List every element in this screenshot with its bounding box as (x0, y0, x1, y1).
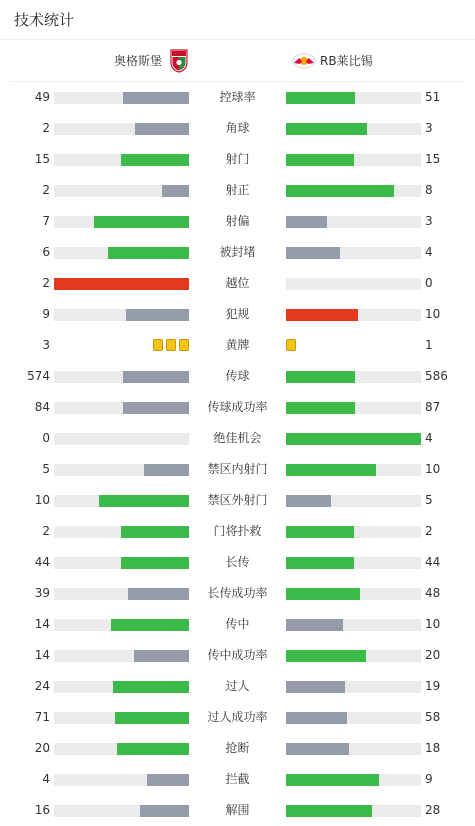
home-bar-track (54, 743, 189, 755)
stat-label: 传球成功率 (207, 400, 268, 414)
home-bar-track (54, 464, 189, 476)
away-bar-fill (286, 650, 366, 662)
away-bar-fill (286, 185, 394, 197)
stat-row (0, 268, 475, 299)
away-bar-fill (286, 712, 347, 724)
away-bar-track (286, 371, 421, 383)
away-stat-value: 20 (425, 648, 441, 662)
home-stat-value: 574 (27, 369, 50, 383)
stat-label: 过人 (225, 679, 250, 693)
home-bar-fill (54, 278, 189, 290)
away-bar-fill (286, 681, 345, 693)
away-bar-track (286, 123, 421, 135)
stat-row (0, 299, 475, 330)
stat-label: 拦截 (225, 772, 250, 786)
home-bar-fill (121, 557, 189, 569)
away-bar-track (286, 805, 421, 817)
home-stat-value: 0 (42, 431, 50, 445)
home-stat-value: 15 (34, 152, 50, 166)
away-stat-value: 44 (425, 555, 441, 569)
home-bar-fill (99, 495, 189, 507)
away-team-name: RB莱比锡 (320, 54, 373, 68)
away-bar-fill (286, 526, 354, 538)
stat-row (0, 361, 475, 392)
home-bar-track (54, 402, 189, 414)
home-team[interactable] (114, 40, 188, 81)
home-stat-value: 39 (34, 586, 50, 600)
away-stat-value: 2 (425, 524, 433, 538)
yellow-card-icon (166, 339, 176, 351)
yellow-card-icon (286, 339, 296, 351)
stat-row (0, 609, 475, 640)
away-bar-fill (286, 774, 379, 786)
away-bar-track (286, 526, 421, 538)
home-stat-value: 6 (42, 245, 50, 259)
stat-label: 抢断 (225, 741, 250, 755)
home-bar-fill (135, 123, 189, 135)
stat-row (0, 330, 475, 361)
home-bar-track (54, 774, 189, 786)
away-bar-track (286, 185, 421, 197)
stat-row (0, 423, 475, 454)
stat-label: 绝佳机会 (213, 431, 262, 445)
home-stat-value: 14 (34, 648, 50, 662)
away-bar-fill (286, 371, 355, 383)
home-bar-track (54, 92, 189, 104)
home-stat-value: 84 (34, 400, 50, 414)
away-bar-track (286, 743, 421, 755)
away-bar-track (286, 557, 421, 569)
teams-header (10, 40, 465, 82)
header (0, 0, 475, 40)
home-stat-value: 24 (34, 679, 50, 693)
home-stat-value: 2 (42, 121, 50, 135)
home-bar-fill (134, 650, 189, 662)
away-bar-track (286, 712, 421, 724)
stat-label: 射正 (225, 183, 250, 197)
away-stat-value: 586 (425, 369, 448, 383)
home-bar-fill (140, 805, 189, 817)
stat-row (0, 578, 475, 609)
home-bar-fill (126, 309, 189, 321)
home-stat-value: 16 (34, 803, 50, 817)
stat-label: 传中成功率 (207, 648, 268, 662)
home-bar-track (54, 247, 189, 259)
away-bar-fill (286, 433, 421, 445)
stat-label: 长传成功率 (207, 586, 268, 600)
away-bar-track (286, 247, 421, 259)
stat-row (0, 485, 475, 516)
stat-row (0, 206, 475, 237)
away-bar-track (286, 495, 421, 507)
away-stat-value: 5 (425, 493, 433, 507)
home-stat-value: 4 (42, 772, 50, 786)
away-team[interactable] (292, 40, 373, 81)
stat-label: 角球 (225, 121, 250, 135)
home-bar-track (54, 681, 189, 693)
yellow-card-icon (153, 339, 163, 351)
home-bar-fill (128, 588, 189, 600)
home-stat-value: 2 (42, 183, 50, 197)
away-bar-track (286, 433, 421, 445)
away-stat-value: 4 (425, 245, 433, 259)
stat-row (0, 516, 475, 547)
home-cards (153, 339, 189, 352)
stat-label: 传中 (225, 617, 250, 631)
away-stat-value: 3 (425, 214, 433, 228)
home-bar-fill (117, 743, 189, 755)
home-stat-value: 14 (34, 617, 50, 631)
away-stat-value: 58 (425, 710, 441, 724)
home-bar-track (54, 619, 189, 631)
away-bar-track (286, 588, 421, 600)
away-bar-track (286, 464, 421, 476)
stat-label: 长传 (225, 555, 250, 569)
home-bar-track (54, 216, 189, 228)
stat-row (0, 547, 475, 578)
augsburg-crest-icon (170, 49, 188, 73)
home-bar-track (54, 557, 189, 569)
away-stat-value: 15 (425, 152, 441, 166)
stat-row (0, 671, 475, 702)
away-stat-value: 1 (425, 338, 433, 352)
stat-row (0, 733, 475, 764)
stat-label: 射偏 (225, 214, 250, 228)
away-bar-track (286, 92, 421, 104)
home-bar-track (54, 588, 189, 600)
away-stat-value: 48 (425, 586, 441, 600)
away-bar-track (286, 216, 421, 228)
stat-label: 被封堵 (219, 245, 256, 259)
away-stat-value: 4 (425, 431, 433, 445)
away-bar-fill (286, 557, 354, 569)
away-stat-value: 51 (425, 90, 441, 104)
away-bar-track (286, 278, 421, 290)
away-bar-track (286, 774, 421, 786)
stat-row (0, 640, 475, 671)
home-bar-fill (108, 247, 189, 259)
home-bar-fill (123, 92, 189, 104)
home-team-name: 奥格斯堡 (114, 54, 163, 68)
away-bar-track (286, 650, 421, 662)
away-bar-fill (286, 805, 372, 817)
away-bar-fill (286, 309, 358, 321)
away-bar-fill (286, 495, 331, 507)
away-stat-value: 10 (425, 462, 441, 476)
stat-row (0, 764, 475, 795)
stat-label: 控球率 (219, 90, 256, 104)
page-title: 技术统计 (14, 11, 75, 29)
stat-row (0, 175, 475, 206)
home-stat-value: 3 (42, 338, 50, 352)
home-stat-value: 2 (42, 276, 50, 290)
away-stat-value: 18 (425, 741, 441, 755)
home-bar-track (54, 123, 189, 135)
stat-label: 犯规 (225, 307, 250, 321)
away-stat-value: 87 (425, 400, 441, 414)
rb-leipzig-crest-icon (292, 53, 316, 69)
home-stat-value: 7 (42, 214, 50, 228)
home-bar-fill (144, 464, 189, 476)
home-bar-fill (162, 185, 189, 197)
stat-label: 射门 (225, 152, 250, 166)
home-bar-fill (115, 712, 189, 724)
home-stat-value: 20 (34, 741, 50, 755)
home-bar-track (54, 526, 189, 538)
home-bar-track (54, 371, 189, 383)
away-bar-fill (286, 123, 367, 135)
stat-row (0, 113, 475, 144)
away-stat-value: 19 (425, 679, 441, 693)
home-bar-fill (113, 681, 189, 693)
home-bar-fill (121, 526, 189, 538)
home-bar-fill (123, 371, 189, 383)
away-bar-fill (286, 247, 340, 259)
away-stat-value: 10 (425, 307, 441, 321)
home-bar-fill (111, 619, 189, 631)
away-bar-track (286, 309, 421, 321)
home-bar-track (54, 433, 189, 445)
away-bar-fill (286, 588, 360, 600)
stat-row (0, 795, 475, 826)
home-stat-value: 71 (34, 710, 50, 724)
home-bar-track (54, 650, 189, 662)
away-stat-value: 9 (425, 772, 433, 786)
away-bar-fill (286, 619, 343, 631)
away-bar-track (286, 681, 421, 693)
stat-row (0, 392, 475, 423)
home-bar-fill (94, 216, 189, 228)
stat-label: 过人成功率 (207, 710, 268, 724)
away-bar-fill (286, 464, 376, 476)
home-bar-track (54, 805, 189, 817)
home-stat-value: 9 (42, 307, 50, 321)
home-bar-track (54, 495, 189, 507)
home-bar-track (54, 154, 189, 166)
stat-label: 禁区内射门 (207, 462, 268, 476)
away-stat-value: 10 (425, 617, 441, 631)
home-stat-value: 44 (34, 555, 50, 569)
away-bar-fill (286, 92, 355, 104)
stat-row (0, 82, 475, 113)
away-cards (286, 339, 296, 352)
home-stat-value: 5 (42, 462, 50, 476)
stat-label: 黄牌 (225, 338, 250, 352)
away-stat-value: 0 (425, 276, 433, 290)
stat-row (0, 454, 475, 485)
away-bar-fill (286, 154, 354, 166)
home-stat-value: 2 (42, 524, 50, 538)
away-stat-value: 3 (425, 121, 433, 135)
home-stat-value: 10 (34, 493, 50, 507)
stat-label: 门将扑救 (213, 524, 262, 538)
away-bar-track (286, 402, 421, 414)
away-bar-track (286, 619, 421, 631)
stat-label: 解围 (225, 803, 250, 817)
stat-label: 传球 (225, 369, 250, 383)
away-stat-value: 8 (425, 183, 433, 197)
stat-row (0, 144, 475, 175)
away-bar-fill (286, 216, 327, 228)
stat-row (0, 237, 475, 268)
home-bar-track (54, 278, 189, 290)
away-bar-track (286, 154, 421, 166)
home-bar-fill (121, 154, 189, 166)
away-bar-fill (286, 402, 355, 414)
stat-label: 越位 (225, 276, 250, 290)
home-bar-track (54, 309, 189, 321)
away-bar-fill (286, 743, 349, 755)
stat-row (0, 702, 475, 733)
stat-label: 禁区外射门 (207, 493, 268, 507)
home-bar-fill (147, 774, 189, 786)
home-bar-fill (123, 402, 189, 414)
home-bar-track (54, 712, 189, 724)
away-stat-value: 28 (425, 803, 441, 817)
home-stat-value: 49 (34, 90, 50, 104)
yellow-card-icon (179, 339, 189, 351)
home-bar-track (54, 185, 189, 197)
